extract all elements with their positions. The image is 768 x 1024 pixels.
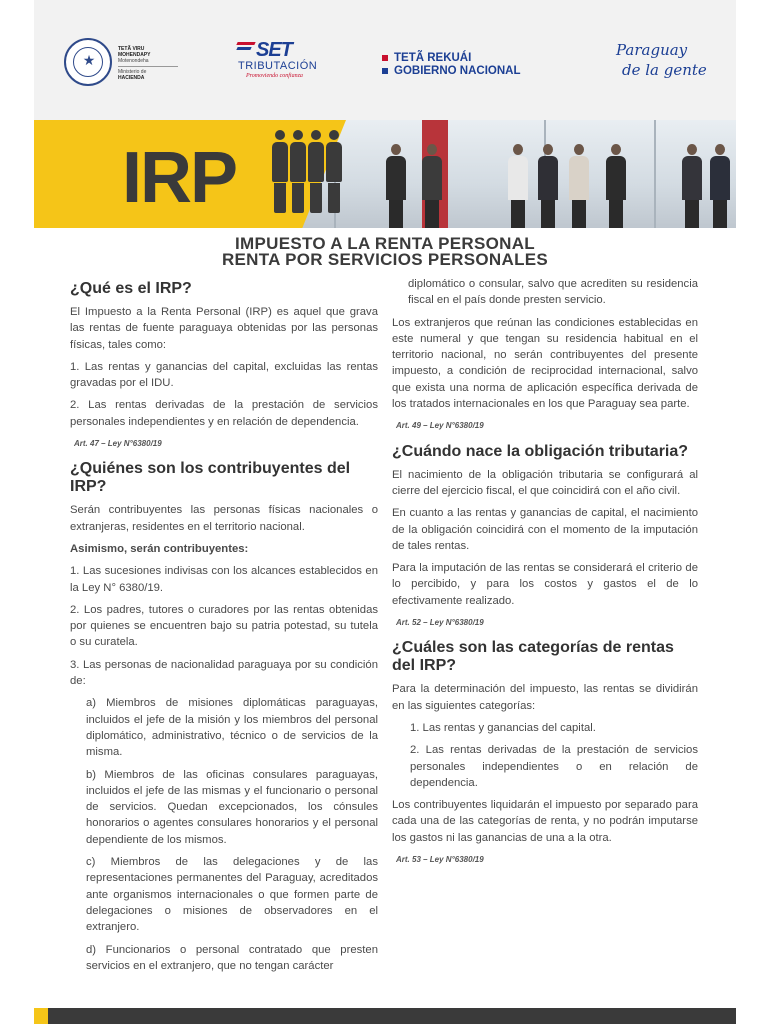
paragraph: El Impuesto a la Renta Personal (IRP) es aquel que grava las rentas de fuente paraguaya obtenidas por las personas físicas, tales como: [70,306,378,351]
people-group-icon [272,130,342,222]
section-heading: ¿Qué es el IRP? [70,280,192,297]
irp-banner [34,120,736,228]
paraguay-de-la-gente-logo: Paraguay de la gente [616,41,707,79]
list-item: a) Miembros de misiones diplomáticas paraguayas, incluidos el jefe de la misión y los miembros del personal diplomático, administrativo, técnico o de servicios de la misma. [86,697,378,759]
article-reference: Art. 53 – Ley N°6380/19 [396,855,484,865]
paragraph: Los contribuyentes liquidarán el impuesto por separado para cada una de las categorías de renta, y no podrán imputarse los gastos ni las ganancias de una a la otra. [392,799,698,844]
paragraph: Los extranjeros que reúnan las condiciones establecidas en este numeral y que tengan su residencia habitual en el territorio nacional, no serán contribuyentes del presente impuesto, a condición de reciprocidad internacional, salvo que exista una norma de aplicación específica derivada de los tratados internacionales en los que Paraguay sea parte. [392,316,698,411]
office-photo [294,120,736,228]
irp-title: IRP [122,138,237,218]
gobierno-nacional-logo: TETÃ REKUÁI GOBIERNO NACIONAL [382,52,521,78]
section-heading: ¿Cuándo nace la obligación tributaria? [392,442,689,460]
paragraph: Asimismo, serán contribuyentes: [70,542,249,555]
list-item: c) Miembros de las delegaciones y de las representaciones permanentes del Paraguay, acreditados ante organismos internacionales o que formen parte de delegaciones o misiones de observadores en el extranjero. [86,856,378,934]
paragraph: diplomático o consular, salvo que acrediten su residencia fiscal en el país donde presten servicio. [408,278,698,307]
paragraph: 3. Las personas de nacionalidad paraguaya por su condición de: [70,658,378,688]
list-item: b) Miembros de las oficinas consulares paraguayas, incluidos el jefe de las mismas y el funcionario o personal de servicios. Quedan excepcionados, los cónsules honorarios o agentes consulares honorarios y el personal dependiente de los mismos. [86,768,378,846]
article-reference: Art. 47 – Ley N°6380/19 [74,439,162,449]
paragraph: Para la determinación del impuesto, las rentas se dividirán en las siguientes categorías: [392,683,698,712]
list-item: 2. Las rentas derivadas de la prestación de servicios personales independientes o en relación de dependencia. [410,744,698,789]
list-item: 1. Las rentas y ganancias del capital. [410,721,596,734]
paragraph: El nacimiento de la obligación tributaria se configurará al cierre del ejercicio fiscal, el que coincidirá con el año civil. [392,468,698,497]
section-heading: ¿Quiénes son los contribuyentes del IRP? [70,460,351,496]
section-heading: ¿Cuáles son las categorías de rentas del IRP? [392,639,674,675]
list-item: d) Funcionarios o personal contratado que presten servicios en el extranjero, que no tengan carácter [86,943,378,972]
paragraph: 1. Las sucesiones indivisas con los alcances establecidos en la Ley N° 6380/19. [70,565,378,594]
paragraph: 1. Las rentas y ganancias del capital, excluidas las rentas gravadas por el IDU. [70,360,378,390]
paragraph: Serán contribuyentes las personas físicas nacionales o extranjeras, residentes en el territorio nacional. [70,504,378,533]
paragraph: Para la imputación de las rentas se considerará el criterio de lo percibido, y para los costos y gastos el de lo efectivamente realizado. [392,562,698,607]
paragraph: En cuanto a las rentas y ganancias de capital, el nacimiento de la obligación coincidirá con el momento de la imputación de tales rentas. [392,507,698,552]
article-reference: Art. 49 – Ley N°6380/19 [396,421,484,431]
republic-seal-logo: ★ [64,38,112,86]
right-column [392,276,698,876]
page-title: IMPUESTO A LA RENTA PERSONAL RENTA POR SERVICIOS PERSONALES [221,234,549,269]
article-reference: Art. 52 – Ley N°6380/19 [396,618,484,628]
paragraph: 2. Los padres, tutores o curadores por las rentas obtenidas por quienes se encuentren bajo su patria potestad, su tutela o su curatela. [70,603,378,649]
ministry-logo: TETÃ VIRU MOHENDAPY Motenondeha Ministerio de HACIENDA [118,46,178,81]
footer-bar [34,1008,736,1024]
set-bars-icon [237,42,255,54]
header: ★ TETÃ VIRU MOHENDAPY Motenondeha Ministerio de HACIENDA SET TRIBUTACIÓN Promoviendo confianza TETÃ REKUÁI GOBIERNO NACIONAL Paraguay de la gente [34,0,736,120]
paragraph: 2. Las rentas derivadas de la prestación de servicios personales independientes y en relación de dependencia. [70,399,378,428]
left-column [70,276,378,980]
